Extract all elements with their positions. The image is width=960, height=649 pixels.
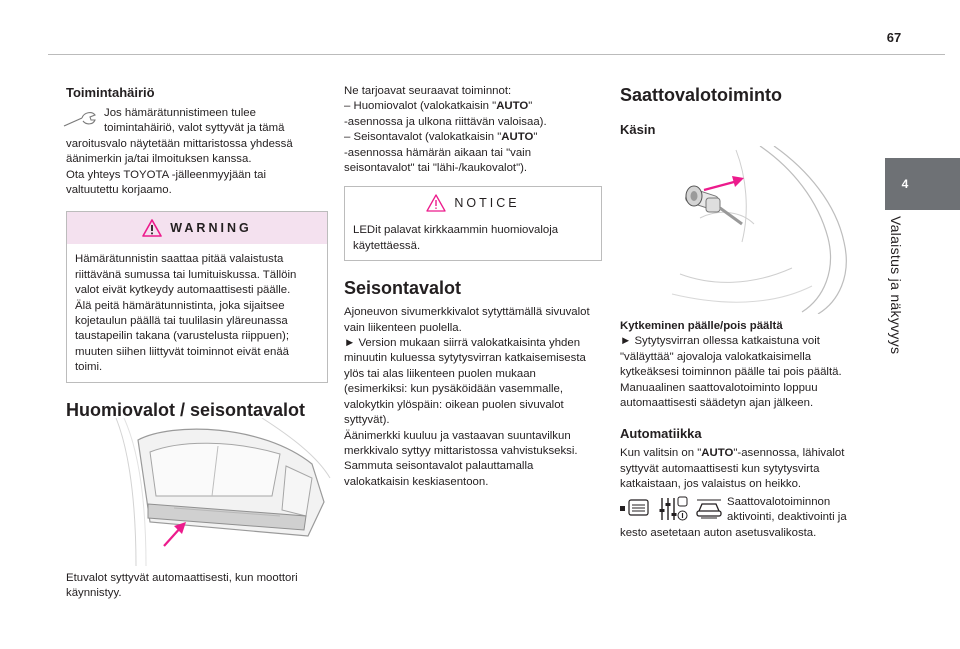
- parking-section-title: Seisontavalot: [344, 278, 462, 299]
- warning-line: toimi.: [75, 361, 103, 374]
- function-item-1-cont: -asennossa ja ulkona riittävän valoisaa).: [344, 115, 547, 128]
- chapter-title: Valaistus ja näkyvyys: [888, 216, 904, 355]
- screen-icon: [620, 498, 650, 518]
- notice-header: [345, 187, 601, 219]
- malfunction-heading: Toimintahäiriö: [66, 85, 155, 100]
- column-3: [620, 84, 860, 138]
- warning-line: Älä peitä hämärätunnistinta, joka sijaitsee: [75, 299, 285, 312]
- column-2: [344, 84, 602, 490]
- item-text: ": [528, 100, 533, 113]
- auto-line-1: [620, 446, 865, 461]
- item-text: ": [533, 131, 538, 144]
- automatic-heading: Automatiikka: [620, 426, 702, 442]
- parking-text: [344, 305, 602, 490]
- notice-body: [345, 219, 601, 260]
- warning-triangle-icon: [142, 219, 162, 237]
- caption-line: Etuvalot syttyvät automaattisesti, kun moottori: [66, 572, 298, 584]
- warning-line: Hämärätunnistin saattaa pitää valaistusta: [75, 253, 284, 266]
- malfunction-line: äänimerkin ja/tai ilmoituksen kanssa.: [66, 153, 252, 166]
- settings-icons-row: [620, 495, 865, 526]
- function-item-2: [344, 130, 602, 145]
- light-stalk-illustration: [642, 146, 874, 314]
- warning-line: taustapeilin takana (varustelusta riippuen);: [75, 330, 290, 343]
- function-item-1: [344, 99, 602, 114]
- parking-line: merkkivalo syttyy mittaristossa vahvistukseksi.: [344, 444, 578, 457]
- headlight-illustration: [112, 418, 332, 566]
- onoff-line: "väläyttää" ajovaloja valokatkaisimella: [620, 350, 812, 363]
- column-1: [66, 84, 328, 421]
- malfunction-line: Jos hämärätunnistimeen tulee: [104, 107, 256, 119]
- header-rule: [48, 54, 945, 55]
- parking-line: Sammuta seisontavalot palauttamalla: [344, 460, 534, 473]
- item-text: – Seisontavalot (valokatkaisin ": [344, 131, 502, 144]
- wrench-icon: [62, 108, 98, 130]
- parking-line: vain liikenteen puolella.: [344, 321, 462, 334]
- parking-line: syttyvät).: [344, 414, 390, 427]
- warning-line: riittävänä sumussa tai lumituiskussa. Tällöin: [75, 268, 297, 281]
- icon-text-line: Saattovalotoiminnon: [727, 495, 831, 508]
- warning-line: valot eivät kytkeydy automaattisesti päälle.: [75, 284, 291, 297]
- function-item-2-cont: seisontavalot" tai "lähi-/kaukovalot").: [344, 162, 528, 175]
- parking-line: ylös tai alas liikenteen puolen mukaan: [344, 367, 536, 380]
- auto-keyword: AUTO: [496, 100, 529, 113]
- parking-line: (esimerkiksi: kun pysäköidään vasemmalle,: [344, 383, 564, 396]
- manual-heading: Käsin: [620, 122, 656, 137]
- auto-text: "-asennossa, lähivalot: [733, 447, 845, 460]
- auto-keyword: AUTO: [501, 131, 534, 144]
- onoff-line: Manuaalinen saattovalotoiminto loppuu: [620, 381, 818, 394]
- car-icon: [696, 499, 722, 519]
- notice-triangle-icon: [426, 194, 446, 212]
- warning-line: muuten siihen liittyvät toiminnot eivät enää: [75, 345, 290, 358]
- guide-me-home-title: Saattovalotoiminto: [620, 85, 783, 105]
- settings-sliders-icon: [658, 495, 688, 523]
- onoff-line: kytkeäksesi toiminnon päälle tai pois päältä.: [620, 366, 842, 379]
- notice-label: NOTICE: [454, 195, 520, 210]
- parking-line: ► Version mukaan siirrä valokatkaisinta yhden: [344, 337, 581, 350]
- parking-line: valokytkin ylöspäin: oikean puolen sivuvalot: [344, 398, 564, 411]
- auto-text: Kun valitsin on ": [620, 447, 702, 460]
- parking-line: Ajoneuvon sivumerkkivalot sytyttämällä sivuvalot: [344, 306, 590, 319]
- notice-line: LEDit palavat kirkkaammin huomiovaloja: [353, 224, 559, 237]
- onoff-line: ► Sytytysvirran ollessa katkaistuna voit: [620, 335, 820, 348]
- onoff-line: automaattisesti säädetyn ajan jälkeen.: [620, 397, 814, 410]
- onoff-heading: Kytkeminen päälle/pois päältä: [620, 320, 783, 332]
- caption-line: käynnistyy.: [66, 587, 122, 600]
- malfunction-text: [66, 106, 328, 198]
- chapter-number[interactable]: 4: [901, 177, 909, 191]
- drl-caption: [66, 571, 328, 602]
- item-text: – Huomiovalot (valokatkaisin ": [344, 100, 497, 113]
- notice-box: [344, 186, 602, 261]
- parking-line: Äänimerkki kuuluu ja vastaavan suuntavilkun: [344, 429, 571, 442]
- parking-line: minuutin kuluessa sytytysvirran katkaisemisesta: [344, 352, 586, 365]
- warning-box: [66, 211, 328, 382]
- auto-line: katkaistaan, jos valaistus on heikko.: [620, 478, 802, 491]
- column-3-lower: [620, 319, 865, 541]
- auto-keyword: AUTO: [701, 447, 734, 460]
- warning-line: kojetaulun päällä tai tuulilasin yläreunassa: [75, 315, 288, 328]
- function-item-2-cont: -asennossa hämärän aikaan tai "vain: [344, 146, 532, 159]
- final-line: kesto asetetaan auton asetusvalikosta.: [620, 526, 817, 539]
- functions-intro: Ne tarjoavat seuraavat toiminnot:: [344, 85, 512, 97]
- warning-label: WARNING: [170, 220, 252, 235]
- drl-section-title: Huomiovalot / seisontavalot: [66, 399, 306, 420]
- notice-line: käytettäessä.: [353, 239, 421, 252]
- auto-line: syttyvät automaattisesti kun sytytysvirta: [620, 462, 820, 475]
- malfunction-line: varoitusvalo näytetään mittaristossa yhdessä: [66, 137, 293, 150]
- warning-header: [67, 212, 327, 244]
- parking-line: valokatkaisin keskiasentoon.: [344, 475, 489, 488]
- malfunction-line: Ota yhteys TOYOTA -jälleenmyyjään tai: [66, 168, 267, 181]
- warning-body: [67, 244, 327, 381]
- page-number: 67: [886, 30, 902, 45]
- malfunction-line: valtuutettu korjaamo.: [66, 184, 172, 197]
- malfunction-line: toimintahäiriö, valot syttyvät ja tämä: [104, 122, 285, 135]
- icon-text-line: aktivointi, deaktivointi ja: [727, 510, 847, 523]
